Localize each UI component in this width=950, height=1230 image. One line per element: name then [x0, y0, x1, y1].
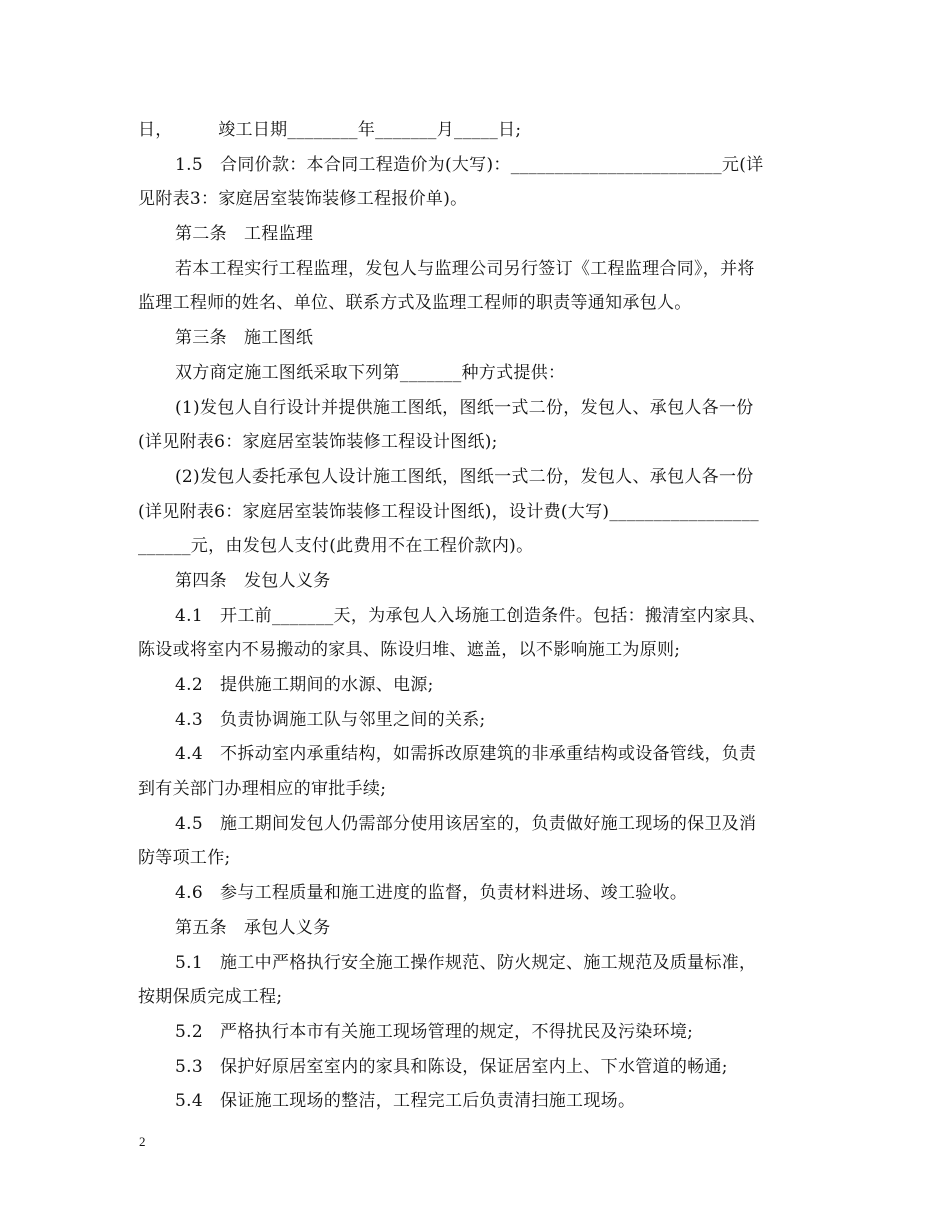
text-line: 5.4 保证施工现场的整洁，工程完工后负责清扫施工现场。 — [175, 1091, 636, 1112]
text-line: 5.2 严格执行本市有关施工现场管理的规定，不得扰民及污染环境; — [175, 1021, 694, 1042]
document-body — [138, 113, 818, 1119]
text-line: 4.2 提供施工期间的水源、电源; — [175, 675, 434, 695]
text-line: 防等项工作; — [138, 848, 231, 869]
text-line: 若本工程实行工程监理，发包人与监理公司另行签订《工程监理合同》，并将 — [175, 258, 755, 279]
text-line: 日， 竣工日期________年_______月_____日; — [138, 120, 522, 140]
text-line: 1.5 合同价款：本合同工程造价为(大写)：________________________元(详 — [175, 154, 764, 175]
text-line: (1)发包人自行设计并提供施工图纸，图纸一式二份，发包人、承包人各一份 — [175, 397, 754, 418]
text-line: 陈设或将室内不易搬动的家具、陈设归堆、遮盖，以不影响施工为原则; — [138, 640, 681, 661]
text-line: (2)发包人委托承包人设计施工图纸，图纸一式二份，发包人、承包人各一份 — [175, 466, 754, 487]
text-line: 双方商定施工图纸采取下列第_______种方式提供： — [175, 362, 566, 383]
text-line: 监理工程师的姓名、单位、联系方式及监理工程师的职责等通知承包人。 — [138, 293, 692, 314]
page-number: 2 — [139, 1134, 146, 1149]
text-line: ______元，由发包人支付(此费用不在工程价款内)。 — [138, 536, 534, 557]
section-heading: 第三条 施工图纸 — [175, 328, 314, 349]
text-line: 5.1 施工中严格执行安全施工操作规范、防火规定、施工规范及质量标准， — [175, 952, 757, 973]
text-line: 5.3 保护好原居室室内的家具和陈设，保证居室内上、下水管道的畅通; — [175, 1056, 728, 1077]
text-line: 到有关部门办理相应的审批手续; — [138, 779, 387, 800]
section-heading: 第五条 承包人义务 — [175, 917, 331, 938]
text-line: 见附表3：家庭居室装饰装修工程报价单)。 — [138, 189, 468, 210]
text-line: 4.6 参与工程质量和施工进度的监督，负责材料进场、竣工验收。 — [175, 883, 688, 904]
text-line: 按期保质完成工程; — [138, 987, 283, 1008]
text-line: 4.1 开工前_______天，为承包人入场施工创造条件。包括：搬清室内家具、 — [175, 605, 767, 626]
section-heading: 第二条 工程监理 — [175, 224, 314, 245]
section-heading: 第四条 发包人义务 — [175, 570, 331, 591]
text-line: 4.3 负责协调施工队与邻里之间的关系; — [175, 709, 486, 730]
text-line: (详见附表6：家庭居室装饰装修工程设计图纸); — [138, 432, 498, 453]
text-line: 4.5 施工期间发包人仍需部分使用该居室的，负责做好施工现场的保卫及消 — [175, 813, 757, 834]
text-line: (详见附表6：家庭居室装饰装修工程设计图纸)，设计费(大写)_________________ — [138, 501, 759, 522]
text-line: 4.4 不拆动室内承重结构，如需拆改原建筑的非承重结构或设备管线，负责 — [175, 744, 757, 765]
